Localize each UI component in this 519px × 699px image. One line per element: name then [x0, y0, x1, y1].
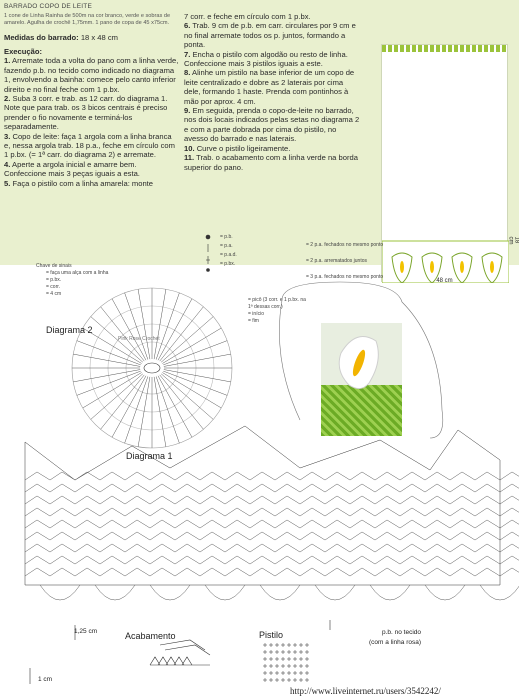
legend-item: = p.a.d. — [220, 252, 237, 258]
step-text: Curve o pistilo ligeiramente. — [196, 143, 291, 153]
step-text: 7 corr. e feche em círculo com 1 p.bx. — [184, 12, 311, 21]
legend-item: = picô (3 corr. e 1 p.bx. na 1ª dessas corr.) — [248, 297, 306, 310]
dimension-1-25cm: 1,25 cm — [74, 628, 98, 635]
pb-tecido-label: p.b. no tecido — [382, 629, 422, 636]
diagram-1 — [25, 426, 519, 600]
calla-lily-photo — [321, 323, 402, 436]
legend-item: = 4 cm — [46, 291, 62, 297]
step-number: 3. — [4, 131, 11, 141]
legend-item: = 2 p.a. arrematados juntos — [306, 258, 368, 264]
step-text: Aperte a argola inicial e amarre bem. Confeccione mais 3 peças iguais a esta. — [4, 159, 140, 179]
legend-item: = início — [248, 311, 264, 317]
legend-item: = 3 p.a. fechados no mesmo ponto — [306, 274, 384, 280]
step-number: 10. — [184, 143, 195, 153]
diagram-2-label: Diagrama 2 — [46, 325, 93, 335]
dimension-1cm: 1 cm — [38, 676, 53, 683]
legend-item: = p.b. — [220, 234, 233, 240]
finishing-diagram — [150, 640, 210, 665]
diagram-1-label: Diagrama 1 — [126, 451, 173, 461]
step-number: 4. — [4, 159, 11, 169]
step-text: Trab. o acabamento com a linha verde na borda superior do pano. — [184, 153, 358, 172]
legend-item: = fim — [248, 318, 259, 324]
towel-width-label: 48 cm — [436, 278, 453, 284]
step-text: Faça o pistilo com a linha amarela: monte — [12, 178, 154, 188]
towel-height-label: 18 cm — [507, 236, 519, 245]
step-text: Alinhe um pistilo na base inferior de um copo de leite centralizado e dobre as 2 laterais por cima dele, formando 1 haste. Prenda com pontinhos à mão por aprox. 4 cm. — [184, 68, 355, 106]
credit-text: Pink Rose Crochet — [118, 336, 160, 342]
legend-item: = faça uma alça com a linha — [46, 270, 109, 276]
pattern-title: BARRADO COPO DE LEITE — [4, 3, 92, 10]
step-text: Trab. 9 cm de p.b. em carr. circulares por 9 cm e no final arremate todos os p. juntos, formando a ponta. — [184, 21, 356, 50]
source-url: http://www.liveinternet.ru/users/3542242/ — [290, 686, 441, 696]
step-number: 8. — [184, 68, 191, 78]
step-number: 9. — [184, 106, 191, 116]
legend-item: = p.bx. — [220, 261, 236, 267]
step-text: Copo de leite: faça 1 argola com a linha branca e, nessa argola trab. 18 p.a., feche em círculo com 1 p.bx. (= 1ª carr. do diagrama 2) e arremate. — [4, 131, 175, 160]
diagram-2 — [72, 288, 232, 448]
step-number: 5. — [4, 178, 11, 188]
step-text: Em seguida, prenda o copo-de-leite no barrado, nos dois locais indicados pelas setas no diagrama 2 e com a parte dobrada por cima do pistilo, no avesso do barrado e nas laterais. — [184, 106, 360, 144]
step-number: 2. — [4, 94, 11, 104]
measures-value: 18 x 48 cm — [80, 32, 118, 42]
measures-label: Medidas do barrado: — [4, 32, 79, 42]
step-text: Encha o pistilo com algodão ou resto de linha. Confeccione mais 3 pistilos iguais a este. — [184, 49, 348, 69]
calla-lily-photo-svg — [321, 323, 402, 436]
legend-item: = corr. — [46, 284, 61, 290]
step-number: 1. — [4, 56, 11, 66]
pistil-label: Pistilo — [259, 630, 284, 640]
step-number: 6. — [184, 21, 191, 31]
legend-item: = p.a. — [220, 243, 233, 249]
materials-text: 1 cone de Linha Rainha de 500m na cor branco, verde e sobras de amarelo. Agulha de crochê 1,75mm. 1 pano de copa de 45 x75cm. — [4, 13, 171, 26]
legend-item: = 2 p.a. fechados no mesmo ponto — [306, 242, 384, 248]
linha-rosa-label: (com a linha rosa) — [369, 639, 422, 646]
step-text: Arremate toda a volta do pano com a linha verde, fazendo p.b. no tecido como indicado no diagrama 1, envolvendo a bainha: comece pelo canto inferior direito e no final feche com 1 p.bx. — [4, 56, 179, 94]
step-number: 7. — [184, 49, 191, 59]
finishing-label: Acabamento — [125, 631, 176, 641]
step-text: Suba 3 corr. e trab. as 12 carr. do diagrama 1. Note que para trab. os 3 bicos centrais é preciso prender o fio novamente e terminá-los separadamente. — [4, 94, 168, 132]
execution-label: Execução: — [4, 47, 42, 56]
pistil-diagram — [263, 643, 309, 682]
legend-item: = p.bx. — [46, 277, 62, 283]
step-number: 11. — [184, 153, 195, 163]
legend-title: Chave de sinais — [36, 263, 72, 269]
